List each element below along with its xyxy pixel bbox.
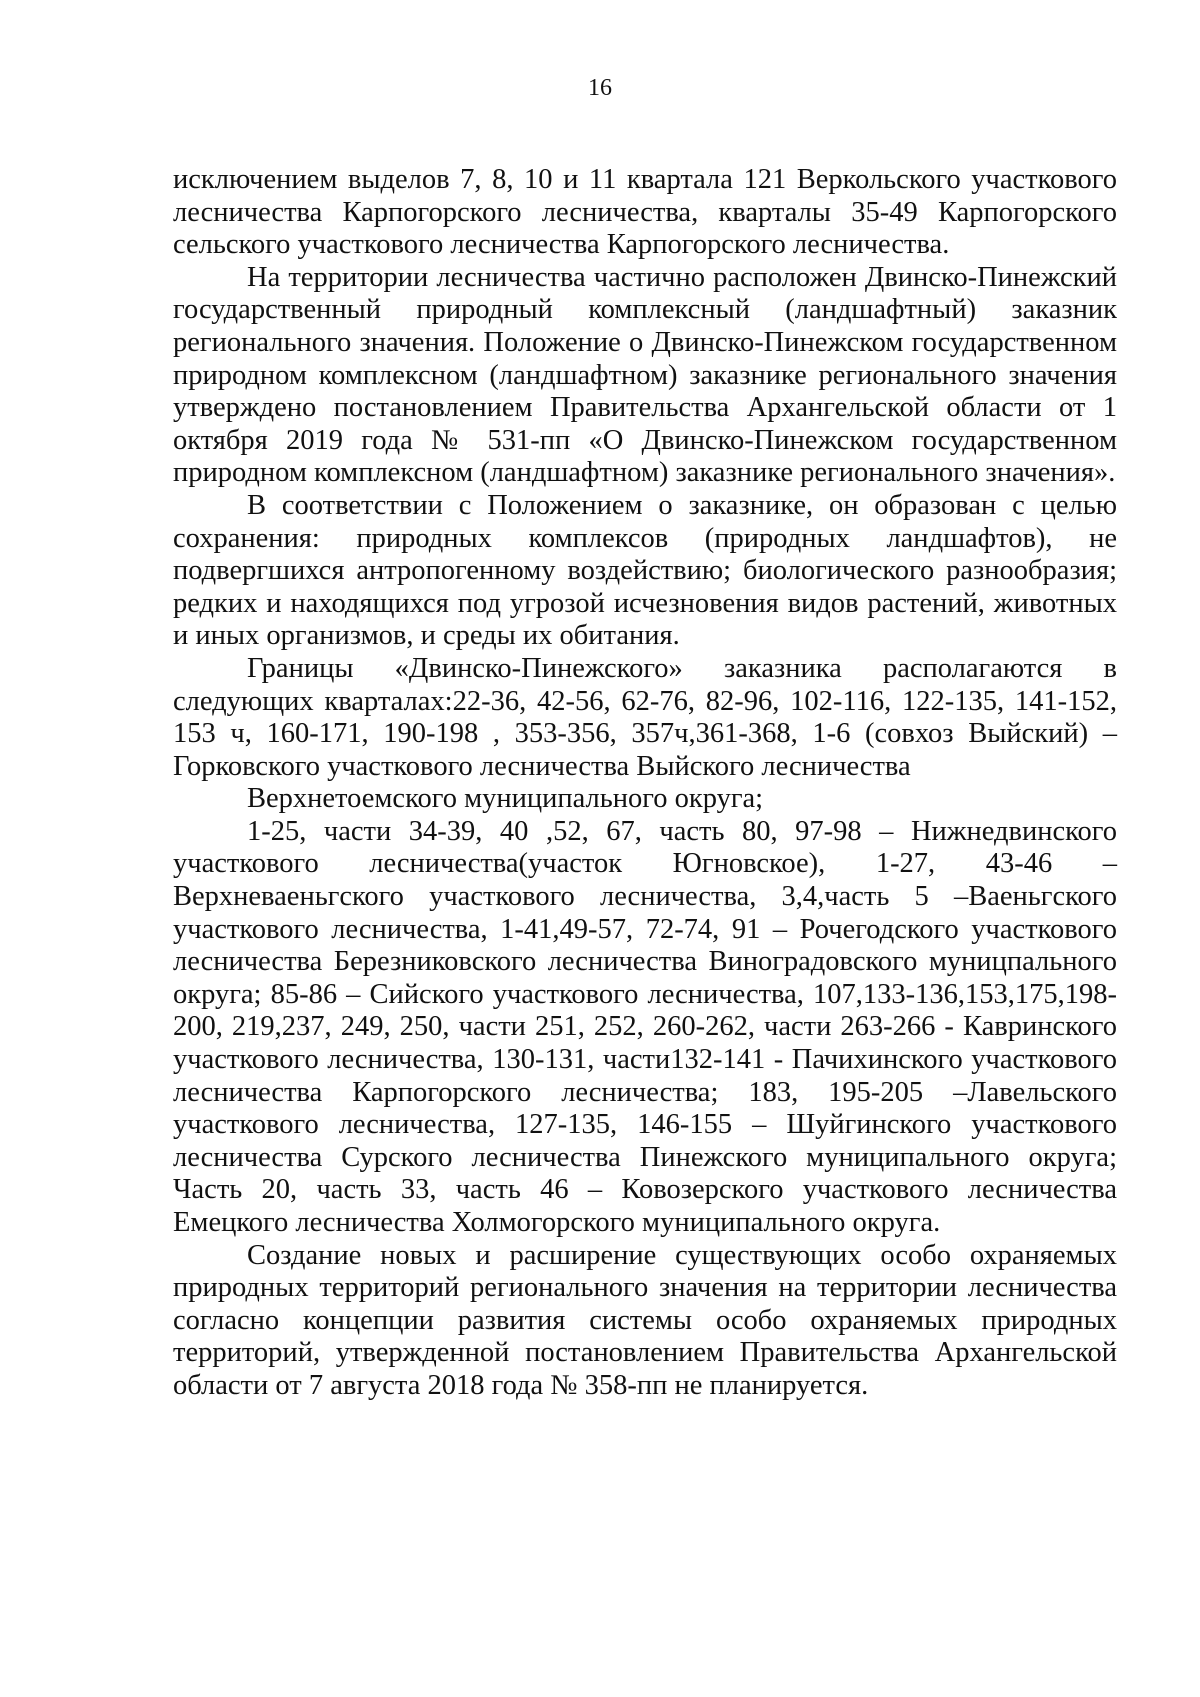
document-body xyxy=(173,164,1117,1403)
paragraph-reserve-location: На территории лесничества частично расположен Двинско-Пинежский государственный природный комплексный (ландшафтный) заказник регионального значения. Положение о Двинско-Пинежском государственном природном комплексном (ландшафтном) заказнике регионального значения утверждено постановлением Правительства Архангельской области от 1 октября 2019 года № 531-пп «О Двинско-Пинежском государственном природном комплексном (ландшафтном) заказнике регионального значения». xyxy=(173,261,1117,489)
paragraph-quarter-list: 1-25, части 34-39, 40 ,52, 67, часть 80, 97-98 – Нижнедвинского участкового лесничества(участок Югновское), 1-27, 43-46 – Верхневаеньгского участкового лесничества, 3,4,часть 5 –Ваеньгского участкового лесничества, 1-41,49-57, 72-74, 91 – Рочегодского участкового лесничества Березниковского лесничества Виноградовского муницпального округа; 85-86 – Сийского участкового лесничества, 107,133-136,153,175,198-200, 219,237, 249, 250, части 251, 252, 260-262, части 263-266 - Кавринского участкового лесничества, 130-131, части132-141 - Пачихинского участкового лесничества Карпогорского лесничества; 183, 195-205 –Лавельского участкового лесничества, 127-135, 146-155 – Шуйгинского участкового лесничества Сурского лесничества Пинежского муниципального округа; Часть 20, часть 33, часть 46 – Ковозерского участкового лесничества Емецкого лесничества Холмогорского муниципального округа. xyxy=(173,815,1117,1238)
paragraph-municipal-district: Верхнетоемского муниципального округа; xyxy=(247,783,764,815)
paragraph-exclusion-continuation: исключением выделов 7, 8, 10 и 11 квартала 121 Веркольского участкового лесничества Карпогорского лесничества, кварталы 35-49 Карпогорского сельского участкового лесничества Карпогорского лесничества. xyxy=(173,164,1117,261)
paragraph-reserve-purpose: В соответствии с Положением о заказнике, он образован с целью сохранения: природных комплексов (природных ландшафтов), не подвергшихся антропогенному воздействию; биологического разнообразия; редких и находящихся под угрозой исчезновения видов растений, животных и иных организмов, и среды их обитания. xyxy=(173,489,1117,652)
paragraph-reserve-boundaries: Границы «Двинско-Пинежского» заказника располагаются в следующих кварталах:22-36, 42-56, 62-76, 82-96, 102-116, 122-135, 141-152, 153 ч, 160-171, 190-198 , 353-356, 357ч,361-368, 1-6 (совхоз Выйский) – Горковского участкового лесничества Выйского лесничества xyxy=(173,652,1117,782)
page-number: 16 xyxy=(588,75,612,101)
paragraph-new-protected-areas: Создание новых и расширение существующих особо охраняемых природных территорий регионального значения на территории лесничества согласно концепции развития системы особо охраняемых природных территорий, утвержденной постановлением Правительства Архангельской области от 7 августа 2018 года № 358-пп не планируется. xyxy=(173,1239,1117,1401)
